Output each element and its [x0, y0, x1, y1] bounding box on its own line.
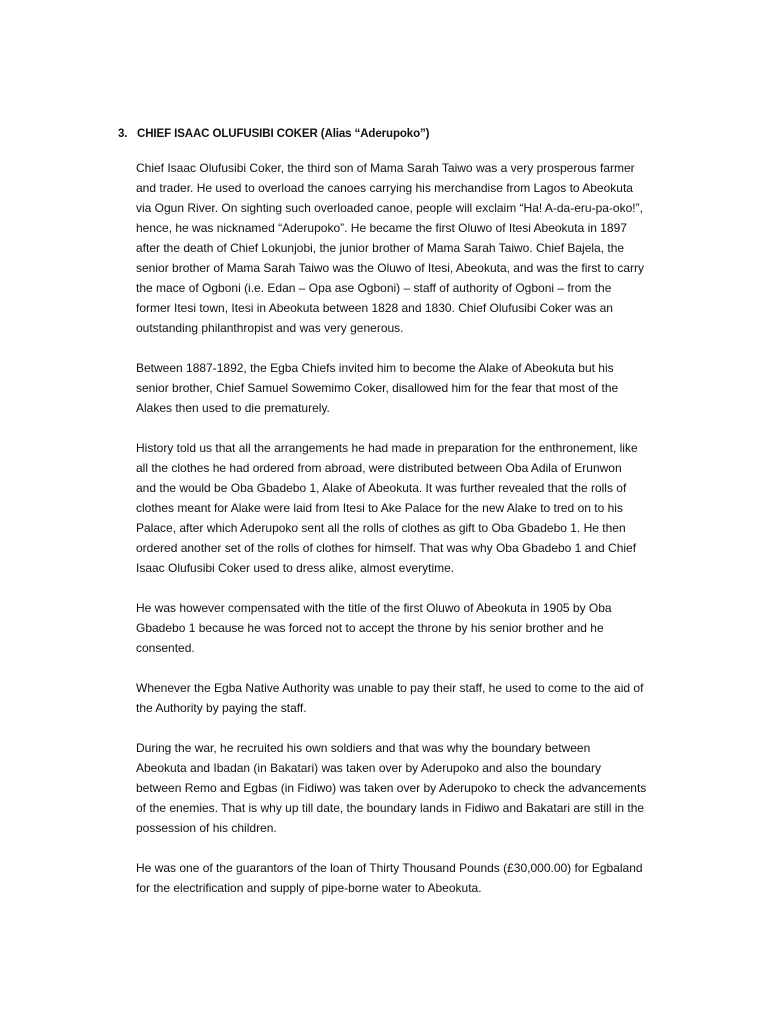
paragraph-line: Alakes then used to die prematurely. — [136, 401, 330, 415]
paragraph-line: of the enemies. That is why up till date, the boundary lands in Fidiwo and Bakatari are still in the — [136, 801, 645, 815]
paragraph-line: after the death of Chief Lokunjobi, the junior brother of Mama Sarah Taiwo. Chief Bajela, the — [136, 241, 625, 255]
paragraph-alake-invitation — [136, 358, 684, 418]
paragraph-line: and the would be Oba Gbadebo 1, Alake of Abeokuta. It was further revealed that the rolls of — [136, 481, 627, 495]
paragraph-line: Gbadebo 1 because he was forced not to accept the throne by his senior brother and he — [136, 621, 604, 635]
section-heading — [118, 128, 429, 140]
paragraph-line: History told us that all the arrangements he had made in preparation for the enthronement, like — [136, 441, 638, 455]
section-title: CHIEF ISAAC OLUFUSIBI COKER (Alias “Aderupoko”) — [137, 128, 430, 140]
paragraph-line: for the electrification and supply of pipe-borne water to Abeokuta. — [136, 881, 482, 895]
section-number: 3. — [118, 128, 128, 140]
paragraph-line: the Authority by paying the staff. — [136, 701, 307, 715]
paragraph-war-boundaries — [136, 738, 684, 838]
paragraph-native-authority — [136, 678, 684, 718]
paragraph-line: senior brother of Mama Sarah Taiwo was the Oluwo of Itesi, Abeokuta, and was the first to carry — [136, 261, 645, 275]
paragraph-line: via Ogun River. On sighting such overloaded canoe, people will exclaim “Ha! A-da-eru-pa-oko!”, — [136, 201, 643, 215]
paragraph-biography — [136, 158, 684, 338]
paragraph-line: and trader. He used to overload the canoes carrying his merchandise from Lagos to Abeokuta — [136, 181, 633, 195]
paragraph-line: Whenever the Egba Native Authority was unable to pay their staff, he used to come to the aid of — [136, 681, 644, 695]
paragraph-loan-guarantor — [136, 858, 684, 898]
paragraph-line: Chief Isaac Olufusibi Coker, the third son of Mama Sarah Taiwo was a very prosperous farmer — [136, 161, 635, 175]
paragraph-line: between Remo and Egbas (in Fidiwo) was taken over by Aderupoko to check the advancements — [136, 781, 647, 795]
paragraph-line: all the clothes he had ordered from abroad, were distributed between Oba Adila of Erunwon — [136, 461, 622, 475]
paragraph-enthronement-history — [136, 438, 684, 578]
paragraph-line: Palace, after which Aderupoko sent all the rolls of clothes as gift to Oba Gbadebo 1. He then — [136, 521, 626, 535]
paragraph-line: He was however compensated with the title of the first Oluwo of Abeokuta in 1905 by Oba — [136, 601, 612, 615]
paragraph-line: Isaac Olufusibi Coker used to dress alike, almost everytime. — [136, 561, 455, 575]
paragraph-line: outstanding philanthropist and was very generous. — [136, 321, 404, 335]
paragraph-line: consented. — [136, 641, 195, 655]
paragraph-line: Between 1887-1892, the Egba Chiefs invited him to become the Alake of Abeokuta but his — [136, 361, 614, 375]
paragraph-line: He was one of the guarantors of the loan of Thirty Thousand Pounds (£30,000.00) for Egbaland — [136, 861, 643, 875]
paragraph-line: During the war, he recruited his own soldiers and that was why the boundary between — [136, 741, 591, 755]
paragraph-line: hence, he was nicknamed “Aderupoko”. He became the first Oluwo of Itesi Abeokuta in 1897 — [136, 221, 627, 235]
paragraph-line: senior brother, Chief Samuel Sowemimo Coker, disallowed him for the fear that most of the — [136, 381, 619, 395]
paragraph-line: the mace of Ogboni (i.e. Edan – Opa ase Ogboni) – staff of authority of Ogboni – from the — [136, 281, 612, 295]
paragraph-line: ordered another set of the rolls of clothes for himself. That was why Oba Gbadebo 1 and Chief — [136, 541, 637, 555]
paragraph-line: Abeokuta and Ibadan (in Bakatari) was taken over by Aderupoko and also the boundary — [136, 761, 601, 775]
paragraph-compensation — [136, 598, 684, 658]
paragraph-line: clothes meant for Alake were laid from Itesi to Ake Palace for the new Alake to tred on to his — [136, 501, 623, 515]
paragraph-line: possession of his children. — [136, 821, 277, 835]
paragraph-line: former Itesi town, Itesi in Abeokuta between 1828 and 1830. Chief Olufusibi Coker was an — [136, 301, 613, 315]
